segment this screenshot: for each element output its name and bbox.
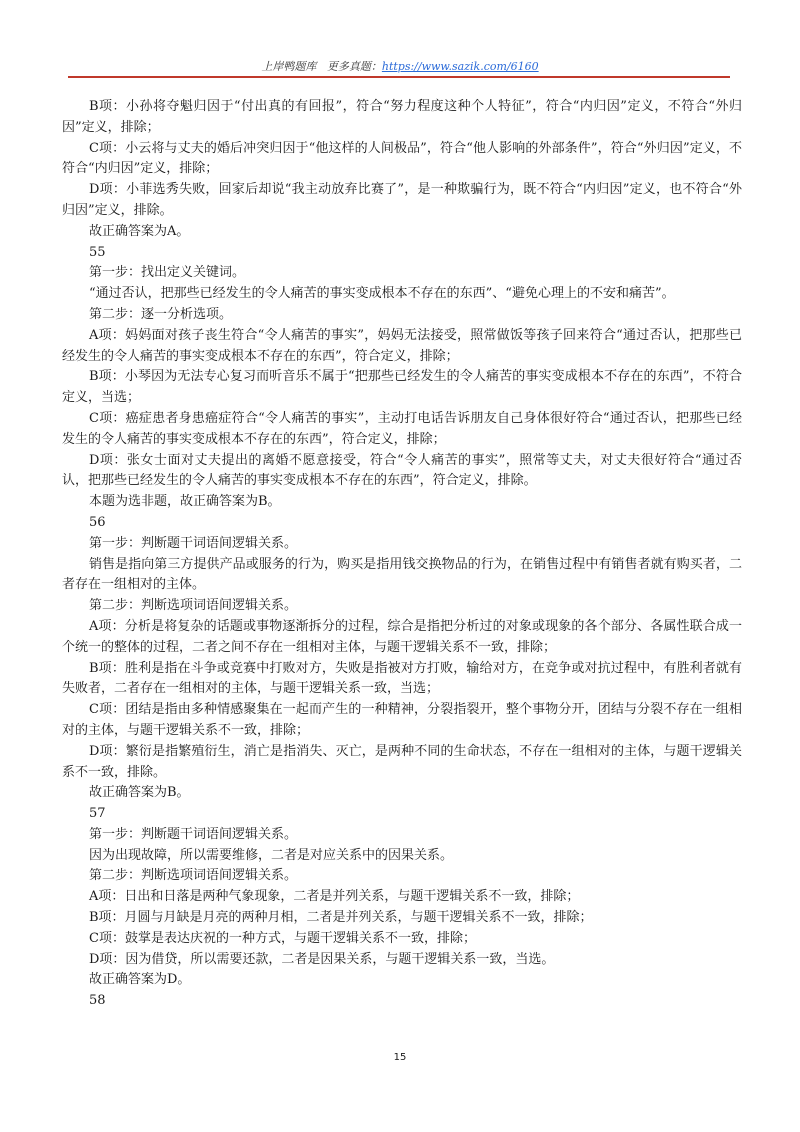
- paragraph: B项：月圆与月缺是月亮的两种月相，二者是并列关系，与题干逻辑关系不一致，排除；: [89, 910, 593, 926]
- header-brand: 上岸鸭题库: [261, 60, 317, 73]
- paragraph: D项：因为借贷，所以需要还款，二者是因果关系，与题干逻辑关系一致，当选。: [89, 951, 555, 967]
- paragraph: B项：胜利是指在斗争或竞赛中打败对方，失败是指被对方打败，输给对方，在竞争或对抗过程中，有胜利者就有失败者，二者存在一组相对的主体，与题干逻辑关系一致，当选；: [62, 660, 742, 697]
- paragraph: C项：小云将与丈夫的婚后冲突归因于“他这样的人间极品”，符合“他人影响的外部条件”，符合“外归因”定义，不符合“内归因”定义，排除；: [62, 140, 742, 177]
- paragraph: 第二步：逐一分析选项。: [89, 306, 233, 322]
- question-number: 58: [89, 993, 106, 1009]
- question-number: 55: [89, 244, 106, 260]
- paragraph: A项：日出和日落是两种气象现象，二者是并列关系，与题干逻辑关系不一致，排除；: [89, 889, 580, 905]
- page-number: 15: [393, 1052, 407, 1063]
- paragraph: B项：小琴因为无法专心复习而听音乐不属于“把那些已经发生的令人痛苦的事实变成根本不存在的东西”，不符合定义，当选；: [62, 369, 742, 406]
- paragraph: C项：团结是指由多种情感聚集在一起而产生的一种精神，分裂指裂开，整个事物分开，团结与分裂不存在一组相对的主体，与题干逻辑关系不一致，排除；: [62, 702, 742, 738]
- paragraph: 第二步：判断选项词语间逻辑关系。: [89, 598, 298, 614]
- paragraph: D项：繁衍是指繁殖衍生，消亡是指消失、灭亡，是两种不同的生命状态，不存在一组相对的主体，与题干逻辑关系不一致，排除。: [62, 743, 742, 780]
- header-link[interactable]: https://www.sazik.com/6160: [381, 60, 539, 73]
- question-number: 57: [89, 806, 106, 822]
- paragraph: C项：癌症患者身患癌症符合“令人痛苦的事实”，主动打电话告诉朋友自己身体很好符合“通过否认，把那些已经发生的令人痛苦的事实变成根本不存在的东西”，符合定义，排除；: [62, 410, 742, 447]
- paragraph: 第一步：判断题干词语间逻辑关系。: [89, 826, 298, 842]
- paragraph: D项：张女士面对丈夫提出的离婚不愿意接受，符合“令人痛苦的事实”，照常等丈夫，对丈夫很好符合“通过否认，把那些已经发生的令人痛苦的事实变成根本不存在的东西”，符合定义，排除。: [62, 452, 742, 489]
- paragraph: B项：小孙将夺魁归因于“付出真的有回报”，符合“努力程度这种个人特征”，符合“内归因”定义，不符合“外归因”定义，排除；: [62, 99, 742, 135]
- paragraph: C项：鼓掌是表达庆祝的一种方式，与题干逻辑关系不一致，排除；: [89, 930, 476, 946]
- paragraph: D项：小菲选秀失败，回家后却说“我主动放弃比赛了”，是一种欺骗行为，既不符合“内归因”定义，也不符合“外归因”定义，排除。: [62, 182, 742, 218]
- paragraph: 因为出现故障，所以需要维修，二者是对应关系中的因果关系。: [89, 847, 454, 863]
- header-divider: [68, 76, 730, 78]
- document-body: [62, 97, 742, 1012]
- paragraph: 第一步：找出定义关键词。: [89, 265, 246, 281]
- paragraph: “通过否认，把那些已经发生的令人痛苦的事实变成根本不存在的东西”、“避免心理上的不安和痛苦”。: [89, 286, 675, 302]
- header-label: 更多真题：: [326, 60, 382, 73]
- paragraph: 故正确答案为B。: [89, 785, 190, 801]
- question-number: 56: [89, 514, 106, 530]
- paragraph: 故正确答案为A。: [89, 223, 190, 239]
- paragraph: 第二步：判断选项词语间逻辑关系。: [89, 868, 298, 884]
- paragraph: A项：分析是将复杂的话题或事物逐渐拆分的过程，综合是指把分析过的对象或现象的各个部分、各属性联合成一个统一的整体的过程，二者之间不存在一组相对主体，与题干逻辑关系不一致，排除；: [62, 618, 742, 655]
- paragraph: 销售是指向第三方提供产品或服务的行为，购买是指用钱交换物品的行为，在销售过程中有销售者就有购买者，二者存在一组相对的主体。: [62, 556, 742, 593]
- paragraph: A项：妈妈面对孩子丧生符合“令人痛苦的事实”，妈妈无法接受，照常做饭等孩子回来符合“通过否认，把那些已经发生的令人痛苦的事实变成根本不存在的东西”，符合定义，排除；: [62, 327, 742, 364]
- paragraph: 故正确答案为D。: [89, 972, 191, 988]
- paragraph: 本题为选非题，故正确答案为B。: [89, 494, 281, 510]
- page-header: [0, 58, 800, 74]
- paragraph: 第一步：判断题干词语间逻辑关系。: [89, 535, 298, 551]
